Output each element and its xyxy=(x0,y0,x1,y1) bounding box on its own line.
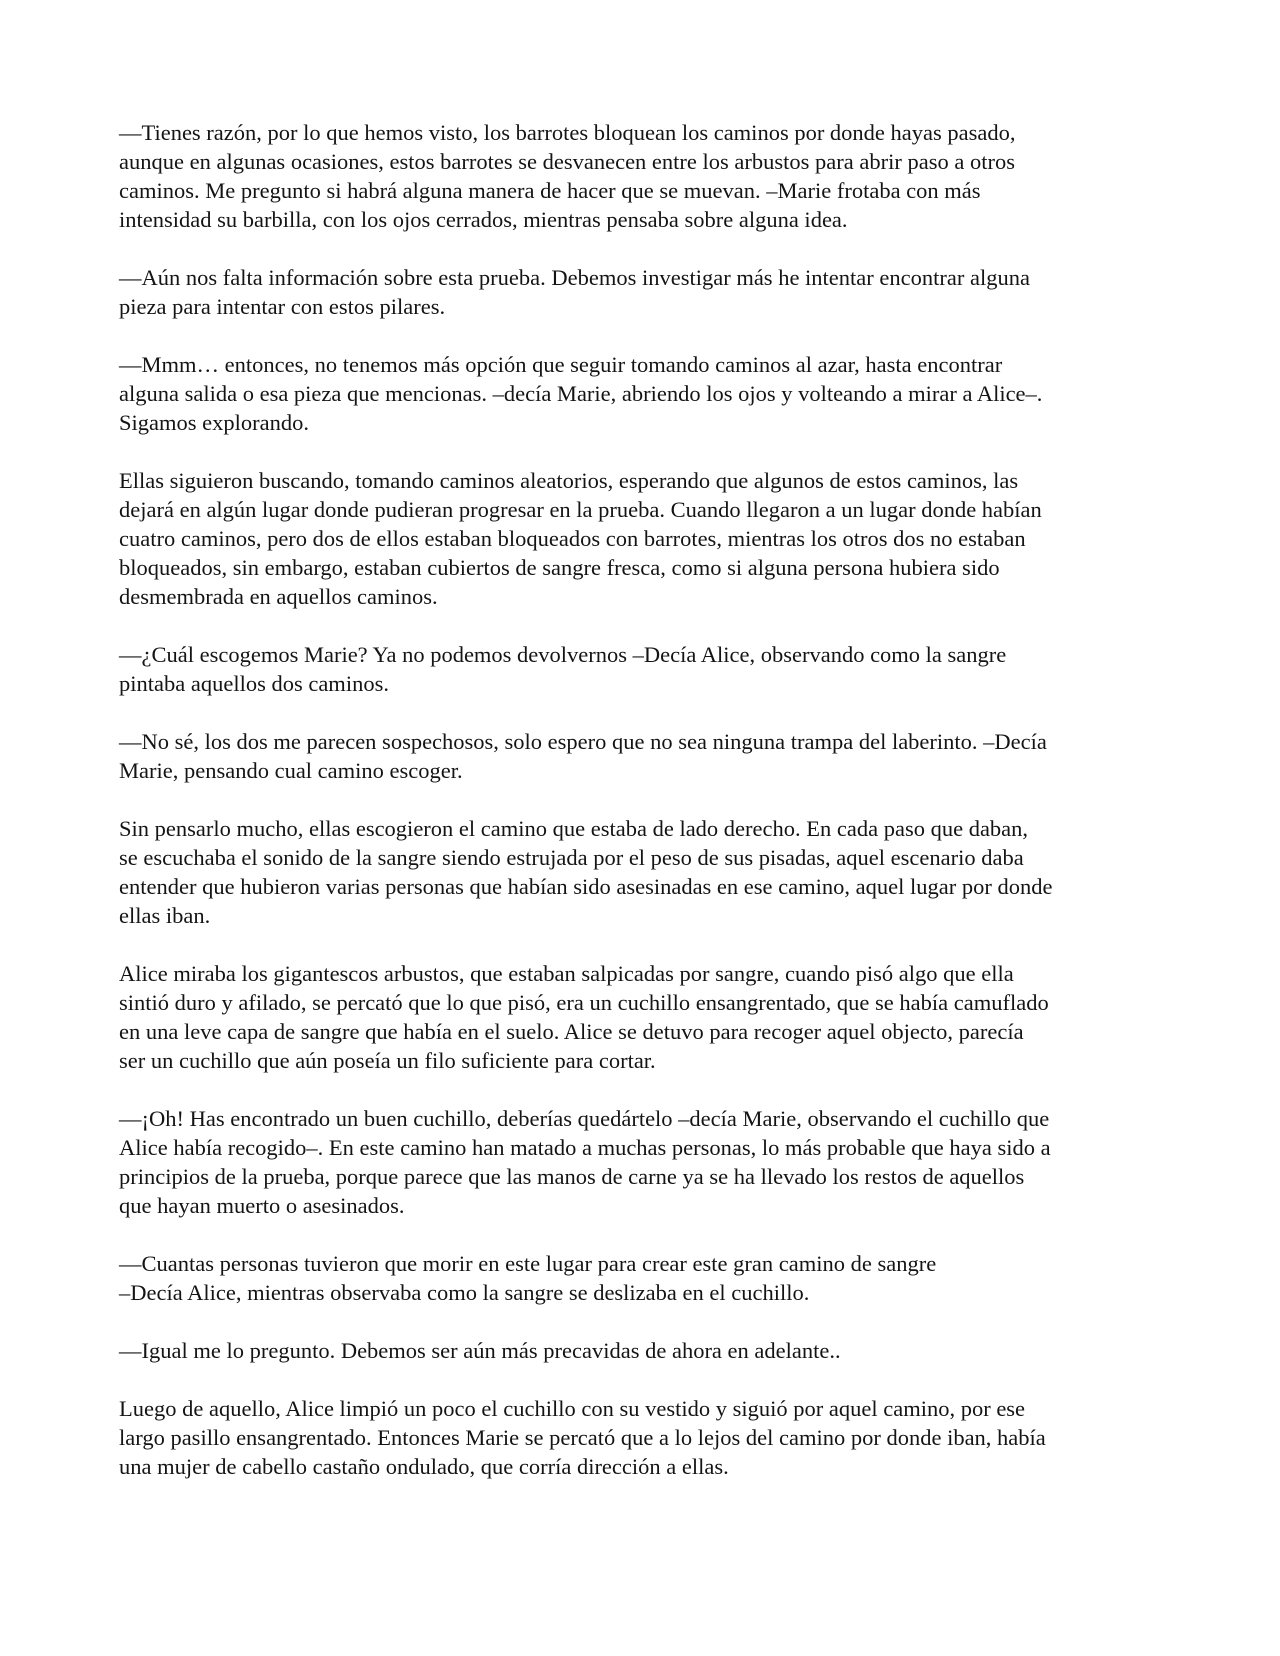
paragraph-1: —Tienes razón, por lo que hemos visto, los barrotes bloquean los caminos por donde hayas pasado, aunque en algunas ocasiones, estos barrotes se desvanecen entre los arbustos para abrir paso a otros caminos. Me pregunto si habrá alguna manera de hacer que se muevan. –Marie frotaba con más intensidad su barbilla, con los ojos cerrados, mientras pensaba sobre alguna idea. xyxy=(119,120,1016,232)
paragraph-4: Ellas siguieron buscando, tomando caminos aleatorios, esperando que algunos de estos caminos, las dejará en algún lugar donde pudieran progresar en la prueba. Cuando llegaron a un lugar donde habían cuatro caminos, pero dos de ellos estaban bloqueados con barrotes, mientras los otros dos no estaban bloqueados, sin embargo, estaban cubiertos de sangre fresca, como si alguna persona hubiera sido desmembrada en aquellos caminos. xyxy=(119,468,1042,609)
page-body-text xyxy=(119,118,1179,1510)
paragraph-2: —Aún nos falta información sobre esta prueba. Debemos investigar más he intentar encontrar alguna pieza para intentar con estos pilares. xyxy=(119,265,1030,319)
paragraph-6: —No sé, los dos me parecen sospechosos, solo espero que no sea ninguna trampa del laberinto. –Decía Marie, pensando cual camino escoger. xyxy=(119,729,1047,783)
paragraph-5: —¿Cuál escogemos Marie? Ya no podemos devolvernos –Decía Alice, observando como la sangre pintaba aquellos dos caminos. xyxy=(119,642,1007,696)
paragraph-9: —¡Oh! Has encontrado un buen cuchillo, deberías quedártelo –decía Marie, observando el cuchillo que Alice había recogido–. En este camino han matado a muchas personas, lo más probable que haya sido a principios de la prueba, porque parece que las manos de carne ya se ha llevado los restos de aquellos que hayan muerto o asesinados. xyxy=(119,1106,1051,1218)
paragraph-8: Alice miraba los gigantescos arbustos, que estaban salpicadas por sangre, cuando pisó algo que ella sintió duro y afilado, se percató que lo que pisó, era un cuchillo ensangrentado, que se había camuflado en una leve capa de sangre que había en el suelo. Alice se detuvo para recoger aquel objecto, parecía ser un cuchillo que aún poseía un filo suficiente para cortar. xyxy=(119,961,1049,1073)
paragraph-10: —Cuantas personas tuvieron que morir en este lugar para crear este gran camino de sangre –Decía Alice, mientras observaba como la sangre se deslizaba en el cuchillo. xyxy=(119,1251,937,1305)
paragraph-11: —Igual me lo pregunto. Debemos ser aún más precavidas de ahora en adelante.. xyxy=(119,1338,841,1363)
paragraph-12: Luego de aquello, Alice limpió un poco el cuchillo con su vestido y siguió por aquel camino, por ese largo pasillo ensangrentado. Entonces Marie se percató que a lo lejos del camino por donde iban, había una mujer de cabello castaño ondulado, que corría dirección a ellas. xyxy=(119,1396,1046,1479)
paragraph-3: —Mmm… entonces, no tenemos más opción que seguir tomando caminos al azar, hasta encontrar alguna salida o esa pieza que mencionas. –decía Marie, abriendo los ojos y volteando a mirar a Alice–. Sigamos explorando. xyxy=(119,352,1043,435)
paragraph-7: Sin pensarlo mucho, ellas escogieron el camino que estaba de lado derecho. En cada paso que daban, se escuchaba el sonido de la sangre siendo estrujada por el peso de sus pisadas, aquel escenario daba entender que hubieron varias personas que habían sido asesinadas en ese camino, aquel lugar por donde ellas iban. xyxy=(119,816,1053,928)
